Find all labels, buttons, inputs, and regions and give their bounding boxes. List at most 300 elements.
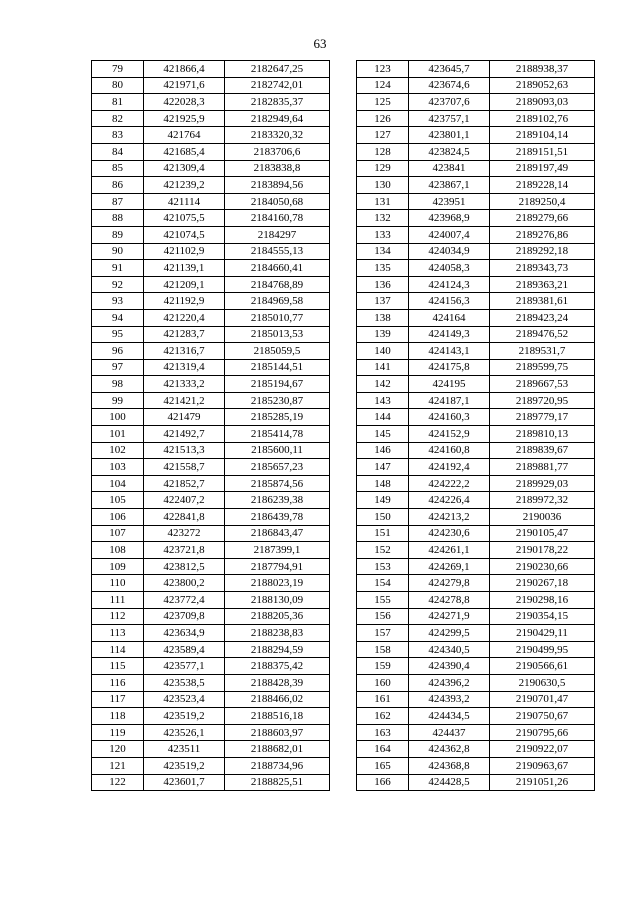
- x-coordinate-cell: 424175,8: [409, 359, 490, 376]
- point-number-cell: 125: [357, 94, 409, 111]
- point-number-cell: 151: [357, 525, 409, 542]
- point-number-cell: 82: [92, 110, 144, 127]
- table-row: [92, 426, 330, 443]
- table-row: [357, 575, 595, 592]
- y-coordinate-cell: 2190230,66: [490, 558, 595, 575]
- x-coordinate-cell: 421283,7: [144, 326, 225, 343]
- point-number-cell: 120: [92, 741, 144, 758]
- point-number-cell: 146: [357, 442, 409, 459]
- point-number-cell: 110: [92, 575, 144, 592]
- x-coordinate-cell: 421102,9: [144, 243, 225, 260]
- table-row: [92, 127, 330, 144]
- x-coordinate-cell: 423800,2: [144, 575, 225, 592]
- y-coordinate-cell: 2189102,76: [490, 110, 595, 127]
- table-row: [92, 77, 330, 94]
- table-row: [357, 61, 595, 78]
- y-coordinate-cell: 2189381,61: [490, 293, 595, 310]
- table-row: [357, 343, 595, 360]
- point-number-cell: 158: [357, 641, 409, 658]
- y-coordinate-cell: 2190105,47: [490, 525, 595, 542]
- x-coordinate-cell: 424434,5: [409, 708, 490, 725]
- point-number-cell: 92: [92, 276, 144, 293]
- point-number-cell: 116: [92, 674, 144, 691]
- point-number-cell: 123: [357, 61, 409, 78]
- y-coordinate-cell: 2190036: [490, 509, 595, 526]
- point-number-cell: 159: [357, 658, 409, 675]
- table-row: [357, 592, 595, 609]
- x-coordinate-cell: 424393,2: [409, 691, 490, 708]
- x-coordinate-cell: 423601,7: [144, 774, 225, 791]
- x-coordinate-cell: 424362,8: [409, 741, 490, 758]
- y-coordinate-cell: 2190267,18: [490, 575, 595, 592]
- point-number-cell: 81: [92, 94, 144, 111]
- y-coordinate-cell: 2185600,11: [225, 442, 330, 459]
- x-coordinate-cell: 424058,3: [409, 260, 490, 277]
- y-coordinate-cell: 2188238,83: [225, 625, 330, 642]
- x-coordinate-cell: 424271,9: [409, 608, 490, 625]
- x-coordinate-cell: 423589,4: [144, 641, 225, 658]
- point-number-cell: 117: [92, 691, 144, 708]
- table-row: [92, 326, 330, 343]
- x-coordinate-cell: 421114: [144, 193, 225, 210]
- x-coordinate-cell: 421239,2: [144, 177, 225, 194]
- table-row: [357, 475, 595, 492]
- x-coordinate-cell: 423523,4: [144, 691, 225, 708]
- y-coordinate-cell: 2188603,97: [225, 724, 330, 741]
- table-row: [357, 724, 595, 741]
- x-coordinate-cell: 421209,1: [144, 276, 225, 293]
- point-number-cell: 137: [357, 293, 409, 310]
- x-coordinate-cell: 423634,9: [144, 625, 225, 642]
- table-row: [357, 243, 595, 260]
- point-number-cell: 157: [357, 625, 409, 642]
- y-coordinate-cell: 2182742,01: [225, 77, 330, 94]
- table-row: [357, 359, 595, 376]
- y-coordinate-cell: 2189197,49: [490, 160, 595, 177]
- point-number-cell: 96: [92, 343, 144, 360]
- x-coordinate-cell: 424278,8: [409, 592, 490, 609]
- y-coordinate-cell: 2189881,77: [490, 459, 595, 476]
- table-row: [357, 127, 595, 144]
- y-coordinate-cell: 2188023,19: [225, 575, 330, 592]
- y-coordinate-cell: 2190701,47: [490, 691, 595, 708]
- x-coordinate-cell: 424279,8: [409, 575, 490, 592]
- table-row: [92, 276, 330, 293]
- x-coordinate-cell: 424160,8: [409, 442, 490, 459]
- table-row: [92, 641, 330, 658]
- table-row: [92, 691, 330, 708]
- point-number-cell: 93: [92, 293, 144, 310]
- y-coordinate-cell: 2182835,37: [225, 94, 330, 111]
- x-coordinate-cell: 421316,7: [144, 343, 225, 360]
- y-coordinate-cell: 2186843,47: [225, 525, 330, 542]
- table-row: [92, 509, 330, 526]
- x-coordinate-cell: 421220,4: [144, 309, 225, 326]
- point-number-cell: 91: [92, 260, 144, 277]
- table-row: [357, 210, 595, 227]
- y-coordinate-cell: 2188428,39: [225, 674, 330, 691]
- y-coordinate-cell: 2189972,32: [490, 492, 595, 509]
- y-coordinate-cell: 2190298,16: [490, 592, 595, 609]
- point-number-cell: 163: [357, 724, 409, 741]
- table-row: [92, 575, 330, 592]
- point-number-cell: 118: [92, 708, 144, 725]
- x-coordinate-cell: 424261,1: [409, 542, 490, 559]
- y-coordinate-cell: 2190354,15: [490, 608, 595, 625]
- point-number-cell: 141: [357, 359, 409, 376]
- point-number-cell: 112: [92, 608, 144, 625]
- point-number-cell: 153: [357, 558, 409, 575]
- x-coordinate-cell: 421558,7: [144, 459, 225, 476]
- y-coordinate-cell: 2182647,25: [225, 61, 330, 78]
- coordinates-table-left: [91, 60, 330, 791]
- point-number-cell: 109: [92, 558, 144, 575]
- x-coordinate-cell: 423757,1: [409, 110, 490, 127]
- point-number-cell: 145: [357, 426, 409, 443]
- x-coordinate-cell: 421852,7: [144, 475, 225, 492]
- y-coordinate-cell: 2182949,64: [225, 110, 330, 127]
- y-coordinate-cell: 2188205,36: [225, 608, 330, 625]
- y-coordinate-cell: 2188825,51: [225, 774, 330, 791]
- table-row: [92, 226, 330, 243]
- point-number-cell: 100: [92, 409, 144, 426]
- table-row: [357, 674, 595, 691]
- x-coordinate-cell: 423538,5: [144, 674, 225, 691]
- y-coordinate-cell: 2188938,37: [490, 61, 595, 78]
- point-number-cell: 122: [92, 774, 144, 791]
- table-row: [357, 110, 595, 127]
- y-coordinate-cell: 2185285,19: [225, 409, 330, 426]
- x-coordinate-cell: 423772,4: [144, 592, 225, 609]
- table-row: [357, 708, 595, 725]
- point-number-cell: 113: [92, 625, 144, 642]
- y-coordinate-cell: 2184160,78: [225, 210, 330, 227]
- table-row: [357, 691, 595, 708]
- point-number-cell: 138: [357, 309, 409, 326]
- table-row: [92, 343, 330, 360]
- page-number: 63: [313, 36, 327, 51]
- y-coordinate-cell: 2189292,18: [490, 243, 595, 260]
- point-number-cell: 99: [92, 392, 144, 409]
- point-number-cell: 130: [357, 177, 409, 194]
- table-row: [357, 774, 595, 791]
- table-row: [92, 492, 330, 509]
- point-number-cell: 155: [357, 592, 409, 609]
- y-coordinate-cell: 2189104,14: [490, 127, 595, 144]
- table-row: [92, 309, 330, 326]
- point-number-cell: 164: [357, 741, 409, 758]
- y-coordinate-cell: 2185059,5: [225, 343, 330, 360]
- table-row: [357, 77, 595, 94]
- point-number-cell: 108: [92, 542, 144, 559]
- x-coordinate-cell: 424149,3: [409, 326, 490, 343]
- y-coordinate-cell: 2188516,18: [225, 708, 330, 725]
- x-coordinate-cell: 423526,1: [144, 724, 225, 741]
- x-coordinate-cell: 424230,6: [409, 525, 490, 542]
- y-coordinate-cell: 2183838,8: [225, 160, 330, 177]
- y-coordinate-cell: 2189839,67: [490, 442, 595, 459]
- point-number-cell: 126: [357, 110, 409, 127]
- y-coordinate-cell: 2189151,51: [490, 143, 595, 160]
- table-row: [92, 592, 330, 609]
- y-coordinate-cell: 2189720,95: [490, 392, 595, 409]
- x-coordinate-cell: 424156,3: [409, 293, 490, 310]
- point-number-cell: 128: [357, 143, 409, 160]
- point-number-cell: 101: [92, 426, 144, 443]
- x-coordinate-cell: 421492,7: [144, 426, 225, 443]
- table-row: [92, 525, 330, 542]
- y-coordinate-cell: 2188375,42: [225, 658, 330, 675]
- x-coordinate-cell: 421333,2: [144, 376, 225, 393]
- point-number-cell: 97: [92, 359, 144, 376]
- point-number-cell: 124: [357, 77, 409, 94]
- y-coordinate-cell: 2183320,32: [225, 127, 330, 144]
- y-coordinate-cell: 2190963,67: [490, 757, 595, 774]
- x-coordinate-cell: 421866,4: [144, 61, 225, 78]
- point-number-cell: 83: [92, 127, 144, 144]
- point-number-cell: 148: [357, 475, 409, 492]
- y-coordinate-cell: 2189363,21: [490, 276, 595, 293]
- x-coordinate-cell: 423867,1: [409, 177, 490, 194]
- point-number-cell: 111: [92, 592, 144, 609]
- x-coordinate-cell: 421074,5: [144, 226, 225, 243]
- x-coordinate-cell: 423951: [409, 193, 490, 210]
- y-coordinate-cell: 2188682,01: [225, 741, 330, 758]
- y-coordinate-cell: 2190630,5: [490, 674, 595, 691]
- x-coordinate-cell: 423645,7: [409, 61, 490, 78]
- y-coordinate-cell: 2190750,67: [490, 708, 595, 725]
- x-coordinate-cell: 421319,4: [144, 359, 225, 376]
- table-row: [357, 509, 595, 526]
- table-row: [92, 774, 330, 791]
- x-coordinate-cell: 423511: [144, 741, 225, 758]
- x-coordinate-cell: 423841: [409, 160, 490, 177]
- point-number-cell: 165: [357, 757, 409, 774]
- y-coordinate-cell: 2185874,56: [225, 475, 330, 492]
- table-row: [92, 160, 330, 177]
- table-row: [92, 608, 330, 625]
- table-row: [357, 293, 595, 310]
- point-number-cell: 94: [92, 309, 144, 326]
- x-coordinate-cell: 421139,1: [144, 260, 225, 277]
- point-number-cell: 89: [92, 226, 144, 243]
- x-coordinate-cell: 424187,1: [409, 392, 490, 409]
- table-row: [92, 293, 330, 310]
- table-row: [357, 442, 595, 459]
- y-coordinate-cell: 2190178,22: [490, 542, 595, 559]
- x-coordinate-cell: 424390,4: [409, 658, 490, 675]
- y-coordinate-cell: 2189779,17: [490, 409, 595, 426]
- y-coordinate-cell: 2185230,87: [225, 392, 330, 409]
- point-number-cell: 87: [92, 193, 144, 210]
- y-coordinate-cell: 2186439,78: [225, 509, 330, 526]
- y-coordinate-cell: 2190429,11: [490, 625, 595, 642]
- table-row: [357, 160, 595, 177]
- table-row: [92, 193, 330, 210]
- point-number-cell: 136: [357, 276, 409, 293]
- table-row: [92, 658, 330, 675]
- table-row: [357, 459, 595, 476]
- x-coordinate-cell: 421075,5: [144, 210, 225, 227]
- point-number-cell: 156: [357, 608, 409, 625]
- point-number-cell: 147: [357, 459, 409, 476]
- point-number-cell: 133: [357, 226, 409, 243]
- table-row: [92, 757, 330, 774]
- y-coordinate-cell: 2190499,95: [490, 641, 595, 658]
- x-coordinate-cell: 423272: [144, 525, 225, 542]
- table-row: [92, 459, 330, 476]
- point-number-cell: 106: [92, 509, 144, 526]
- y-coordinate-cell: 2186239,38: [225, 492, 330, 509]
- table-row: [357, 409, 595, 426]
- point-number-cell: 160: [357, 674, 409, 691]
- x-coordinate-cell: 424437: [409, 724, 490, 741]
- table-row: [92, 359, 330, 376]
- point-number-cell: 84: [92, 143, 144, 160]
- y-coordinate-cell: 2184050,68: [225, 193, 330, 210]
- point-number-cell: 143: [357, 392, 409, 409]
- table-row: [92, 741, 330, 758]
- point-number-cell: 134: [357, 243, 409, 260]
- point-number-cell: 161: [357, 691, 409, 708]
- y-coordinate-cell: 2189599,75: [490, 359, 595, 376]
- point-number-cell: 131: [357, 193, 409, 210]
- y-coordinate-cell: 2188466,02: [225, 691, 330, 708]
- x-coordinate-cell: 421421,2: [144, 392, 225, 409]
- table-row: [357, 608, 595, 625]
- y-coordinate-cell: 2184297: [225, 226, 330, 243]
- table-row: [92, 243, 330, 260]
- y-coordinate-cell: 2189476,52: [490, 326, 595, 343]
- x-coordinate-cell: 424396,2: [409, 674, 490, 691]
- table-row: [92, 143, 330, 160]
- table-row: [357, 177, 595, 194]
- x-coordinate-cell: 423812,5: [144, 558, 225, 575]
- y-coordinate-cell: 2189250,4: [490, 193, 595, 210]
- y-coordinate-cell: 2189052,63: [490, 77, 595, 94]
- y-coordinate-cell: 2189093,03: [490, 94, 595, 111]
- x-coordinate-cell: 424428,5: [409, 774, 490, 791]
- point-number-cell: 98: [92, 376, 144, 393]
- y-coordinate-cell: 2183706,6: [225, 143, 330, 160]
- y-coordinate-cell: 2185194,67: [225, 376, 330, 393]
- y-coordinate-cell: 2188294,59: [225, 641, 330, 658]
- x-coordinate-cell: 421764: [144, 127, 225, 144]
- table-row: [357, 226, 595, 243]
- point-number-cell: 127: [357, 127, 409, 144]
- table-row: [92, 177, 330, 194]
- point-number-cell: 132: [357, 210, 409, 227]
- table-row: [357, 276, 595, 293]
- x-coordinate-cell: 423721,8: [144, 542, 225, 559]
- x-coordinate-cell: 421925,9: [144, 110, 225, 127]
- point-number-cell: 88: [92, 210, 144, 227]
- y-coordinate-cell: 2190922,07: [490, 741, 595, 758]
- x-coordinate-cell: 423968,9: [409, 210, 490, 227]
- point-number-cell: 140: [357, 343, 409, 360]
- table-row: [357, 94, 595, 111]
- table-row: [357, 376, 595, 393]
- x-coordinate-cell: 424143,1: [409, 343, 490, 360]
- y-coordinate-cell: 2190566,61: [490, 658, 595, 675]
- y-coordinate-cell: 2189276,86: [490, 226, 595, 243]
- table-row: [357, 542, 595, 559]
- coordinates-table-right: [356, 60, 595, 791]
- point-number-cell: 85: [92, 160, 144, 177]
- point-number-cell: 90: [92, 243, 144, 260]
- table-row: [92, 210, 330, 227]
- y-coordinate-cell: 2190795,66: [490, 724, 595, 741]
- table-row: [357, 143, 595, 160]
- table-row: [92, 475, 330, 492]
- x-coordinate-cell: 424164: [409, 309, 490, 326]
- y-coordinate-cell: 2188130,09: [225, 592, 330, 609]
- point-number-cell: 149: [357, 492, 409, 509]
- point-number-cell: 150: [357, 509, 409, 526]
- y-coordinate-cell: 2188734,96: [225, 757, 330, 774]
- table-row: [357, 757, 595, 774]
- y-coordinate-cell: 2184768,89: [225, 276, 330, 293]
- table-row: [357, 658, 595, 675]
- x-coordinate-cell: 424007,4: [409, 226, 490, 243]
- table-row: [357, 326, 595, 343]
- x-coordinate-cell: 424192,4: [409, 459, 490, 476]
- y-coordinate-cell: 2187794,91: [225, 558, 330, 575]
- table-row: [92, 376, 330, 393]
- y-coordinate-cell: 2189810,13: [490, 426, 595, 443]
- point-number-cell: 102: [92, 442, 144, 459]
- x-coordinate-cell: 423519,2: [144, 708, 225, 725]
- point-number-cell: 139: [357, 326, 409, 343]
- table-row: [357, 525, 595, 542]
- table-row: [357, 641, 595, 658]
- x-coordinate-cell: 424222,2: [409, 475, 490, 492]
- y-coordinate-cell: 2189667,53: [490, 376, 595, 393]
- x-coordinate-cell: 424152,9: [409, 426, 490, 443]
- point-number-cell: 121: [92, 757, 144, 774]
- table-row: [92, 625, 330, 642]
- point-number-cell: 115: [92, 658, 144, 675]
- y-coordinate-cell: 2189929,03: [490, 475, 595, 492]
- point-number-cell: 119: [92, 724, 144, 741]
- y-coordinate-cell: 2189423,24: [490, 309, 595, 326]
- x-coordinate-cell: 424299,5: [409, 625, 490, 642]
- x-coordinate-cell: 424269,1: [409, 558, 490, 575]
- x-coordinate-cell: 423801,1: [409, 127, 490, 144]
- table-row: [92, 724, 330, 741]
- point-number-cell: 162: [357, 708, 409, 725]
- point-number-cell: 152: [357, 542, 409, 559]
- y-coordinate-cell: 2189343,73: [490, 260, 595, 277]
- table-row: [357, 558, 595, 575]
- point-number-cell: 142: [357, 376, 409, 393]
- table-row: [92, 674, 330, 691]
- x-coordinate-cell: 421513,3: [144, 442, 225, 459]
- x-coordinate-cell: 421192,9: [144, 293, 225, 310]
- table-row: [92, 542, 330, 559]
- point-number-cell: 166: [357, 774, 409, 791]
- x-coordinate-cell: 421685,4: [144, 143, 225, 160]
- table-row: [357, 260, 595, 277]
- x-coordinate-cell: 424195: [409, 376, 490, 393]
- table-row: [92, 708, 330, 725]
- table-row: [92, 110, 330, 127]
- point-number-cell: 79: [92, 61, 144, 78]
- x-coordinate-cell: 424034,9: [409, 243, 490, 260]
- table-row: [357, 426, 595, 443]
- table-row: [357, 309, 595, 326]
- table-row: [357, 741, 595, 758]
